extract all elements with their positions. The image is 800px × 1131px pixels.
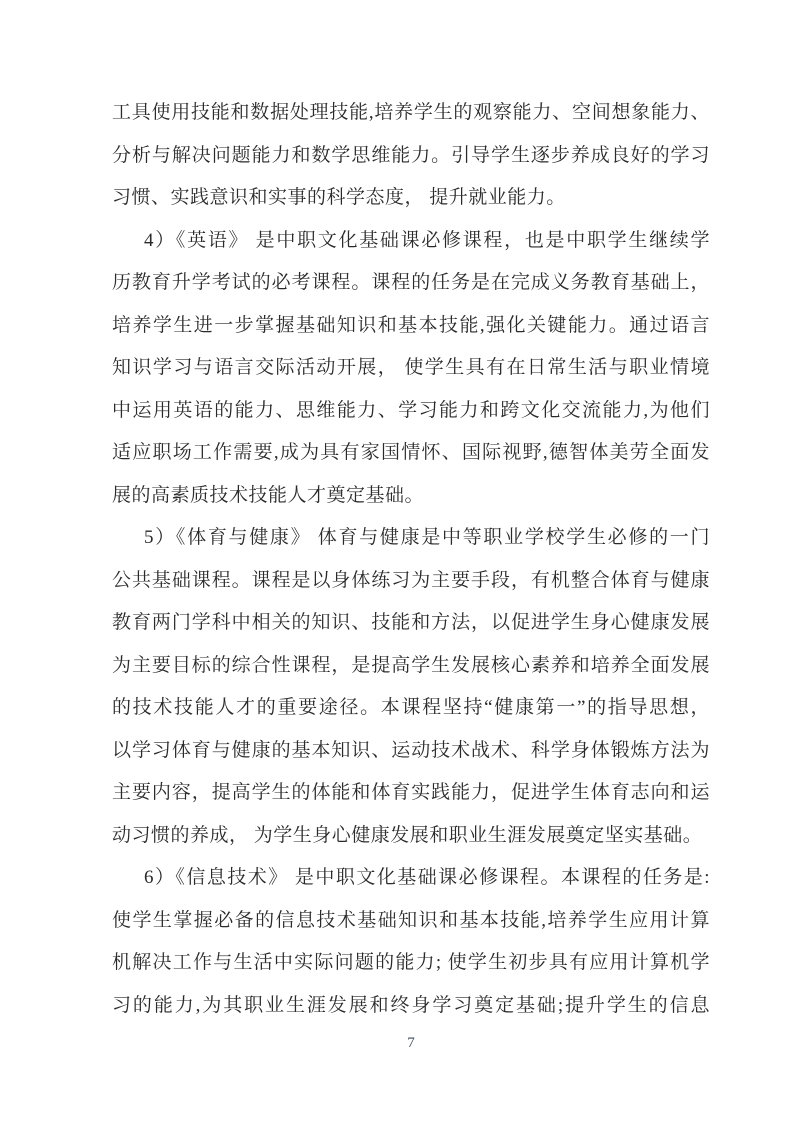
text-line: 使学生掌握必备的信息技术基础知识和基本技能,培养学生应用计算 [112, 909, 710, 931]
text-line: 以学习体育与健康的基本知识、运动技术战术、科学身体锻炼方法为 [112, 739, 710, 761]
page-footer [112, 1033, 710, 1053]
text-line: 的技术技能人才的重要途径。本课程坚持“健康第一”的指导思想， [112, 697, 710, 718]
page-number: 7 [407, 1035, 415, 1051]
text-line-paragraph-start-it-course: 6）《信息技术》 是中职文化基础课必修课程。本课程的任务是: [144, 867, 710, 888]
text-line-paragraph-start-pe-health-course: 5）《体育与健康》 体育与健康是中等职业学校学生必修的一门 [144, 527, 710, 548]
text-line: 习的能力,为其职业生涯发展和终身学习奠定基础;提升学生的信息 [112, 994, 710, 1016]
text-line: 分析与解决问题能力和数学思维能力。引导学生逐步养成良好的学习 [112, 144, 710, 166]
document-body-text [112, 92, 710, 1027]
text-line: 为主要目标的综合性课程，是提高学生发展核心素养和培养全面发展 [112, 654, 710, 676]
text-line: 中运用英语的能力、思维能力、学习能力和跨文化交流能力,为他们 [112, 399, 710, 421]
text-line: 动习惯的养成， 为学生身心健康发展和职业生涯发展奠定坚实基础。 [112, 824, 703, 846]
text-line: 主要内容，提高学生的体能和体育实践能力，促进学生体育志向和运 [112, 782, 710, 803]
text-line: 工具使用技能和数据处理技能,培养学生的观察能力、空间想象能力、 [112, 102, 710, 123]
text-line: 适应职场工作需要,成为具有家国情怀、国际视野,德智体美劳全面发 [112, 442, 710, 463]
text-line-paragraph-start-english-course: 4）《英语》 是中职文化基础课必修课程，也是中职学生继续学 [144, 229, 710, 251]
text-line: 教育两门学科中相关的知识、技能和方法，以促进学生身心健康发展 [112, 612, 710, 633]
text-line: 机解决工作与生活中实际问题的能力; 使学生初步具有应用计算机学 [112, 952, 710, 973]
text-line: 展的高素质技术技能人才奠定基础。 [112, 484, 425, 506]
text-line: 知识学习与语言交际活动开展， 使学生具有在日常生活与职业情境 [112, 357, 710, 378]
text-line: 公共基础课程。课程是以身体练习为主要手段，有机整合体育与健康 [112, 569, 710, 591]
text-line: 培养学生进一步掌握基础知识和基本技能,强化关键能力。通过语言 [112, 314, 710, 336]
text-line: 习惯、实践意识和实事的科学态度， 提升就业能力。 [112, 187, 566, 208]
text-line: 历教育升学考试的必考课程。课程的任务是在完成义务教育基础上， [112, 272, 710, 293]
